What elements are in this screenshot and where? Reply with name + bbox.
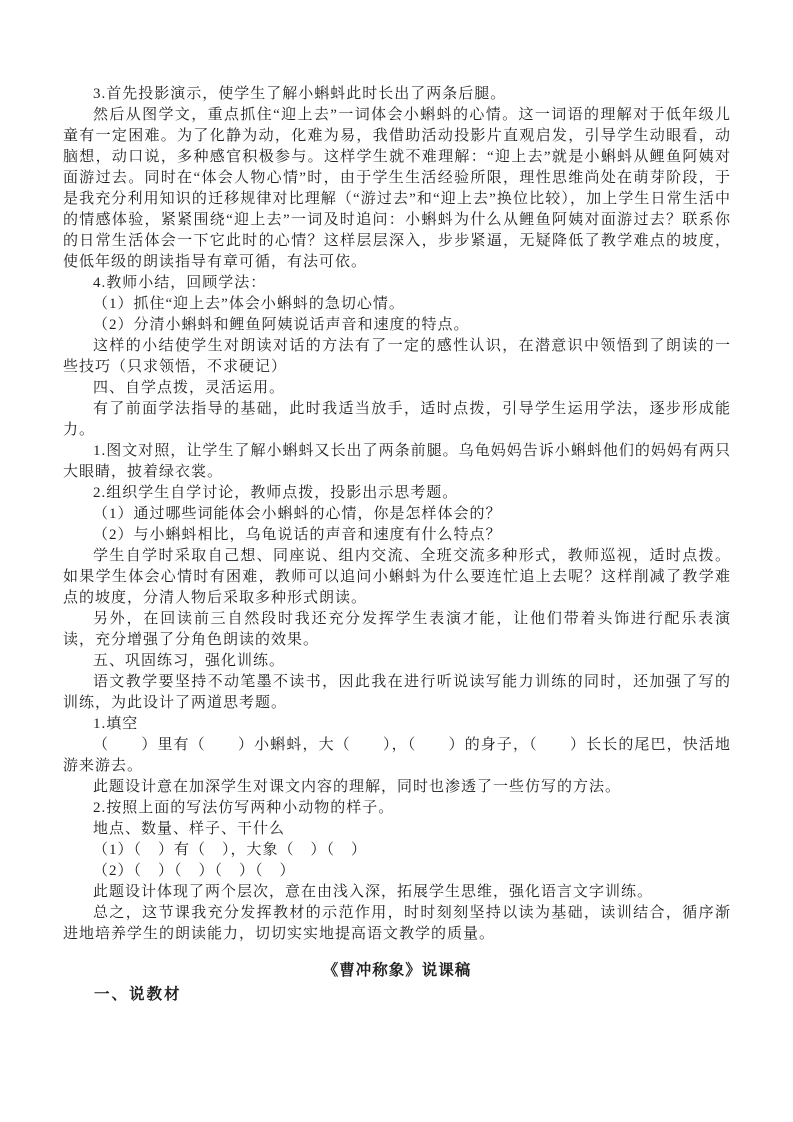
paragraph: （1）抓住“迎上去”体会小蝌蚪的急切心情。 (93, 296, 405, 312)
paragraph: 语文教学要坚持不动笔墨不读书，因此我在进行听说读写能力训练的同时，还加强了写的训练，为此设计了两道思考题。 (63, 674, 731, 711)
paragraph: （2）分清小蝌蚪和鲤鱼阿姨说话声音和速度的特点。 (93, 317, 470, 333)
paragraph: 学生自学时采取自己想、同座说、组内交流、全班交流多种形式，教师巡视，适时点拨。如果学生体会心情时有困难，教师可以追问小蝌蚪为什么要连忙追上去呢？这样削减了教学难点的坡度，分清人物后采取多种形式朗读。 (63, 548, 731, 606)
paragraph: 1.填空 (93, 716, 139, 732)
paragraph: 然后从图学文，重点抓住“迎上去”一词体会小蝌蚪的心情。这一词语的理解对于低年级儿童有一定困难。为了化静为动，化难为易，我借助活动投影片直观启发，引导学生动眼看，动脑想，动口说，多种感官积极参与。这样学生就不难理解：“迎上去”就是小蝌蚪从鲤鱼阿姨对面游过去。同时在“体会人物心情”时，由于学生生活经验所限，理性思维尚处在萌芽阶段，于是我充分利用知识的迁移规律对比理解（“游过去”和“迎上去”换位比较），加上学生日常生活中的情感体验，紧紧围绕“迎上去”一词及时追问：小蝌蚪为什么从鲤鱼阿姨对面游过去？联系你的日常生活体会一下它此时的心情？这样层层深入，步步紧逼，无疑降低了教学难点的坡度，使低年级的朗读指导有章可循，有法可依。 (63, 107, 731, 270)
paragraph: 这样的小结使学生对朗读对话的方法有了一定的感性认识，在潜意识中领悟到了朗读的一些技巧（只求领悟，不求硬记） (63, 338, 731, 375)
paragraph: （1）（ ）有（ ），大象（ ）（ ） (93, 842, 368, 858)
paragraph: 有了前面学法指导的基础，此时我适当放手，适时点拨，引导学生运用学法，逐步形成能力。 (63, 401, 731, 438)
paragraph: （2）（ ）（ ）（ ）（ ） (93, 863, 296, 879)
paragraph: （2）与小蝌蚪相比，乌龟说话的声音和速度有什么特点？ (93, 527, 502, 543)
paragraph: 4.教师小结，回顾学法： (93, 275, 267, 291)
paragraph: 1.图文对照，让学生了解小蝌蚪又长出了两条前腿。乌龟妈妈告诉小蝌蚪他们的妈妈有两只大眼睛，披着绿衣裳。 (63, 443, 731, 480)
paragraph: 四、自学点拨，灵活运用。 (93, 380, 286, 396)
paragraph: 总之，这节课我充分发挥教材的示范作用，时时刻刻坚持以读为基础，读训结合，循序渐进地培养学生的朗读能力，切切实实地提高语文教学的质量。 (63, 905, 731, 942)
paragraph: （ ）里有（ ）小蝌蚪，大（ ），（ ）的身子，（ ）长长的尾巴，快活地游来游去。 (63, 737, 731, 774)
paragraph: 五、巩固练习，强化训练。 (93, 653, 286, 669)
paragraph: 另外，在回读前三自然段时我还充分发挥学生表演才能，让他们带着头饰进行配乐表演读，充分增强了分角色朗读的效果。 (63, 611, 731, 648)
document-body (63, 84, 731, 1005)
paragraph: 2.按照上面的写法仿写两种小动物的样子。 (93, 800, 395, 816)
paragraph: 此题设计意在加深学生对课文内容的理解，同时也渗透了一些仿写的方法。 (93, 779, 622, 795)
section-heading: 一、说教材 (94, 986, 182, 1003)
paragraph: 3.首先投影演示，使学生了解小蝌蚪此时长出了两条后腿。 (93, 86, 507, 102)
paragraph: （1）通过哪些词能体会小蝌蚪的心情，你是怎样体会的？ (93, 506, 502, 522)
paragraph: 此题设计体现了两个层次，意在由浅入深，拓展学生思维，强化语言文字训练。 (93, 884, 654, 900)
paragraph: 地点、数量、样子、干什么 (93, 821, 286, 837)
section-heading: 《曹冲称象》说课稿 (322, 962, 472, 979)
paragraph: 2.组织学生自学讨论，教师点拨，投影出示思考题。 (93, 485, 459, 501)
